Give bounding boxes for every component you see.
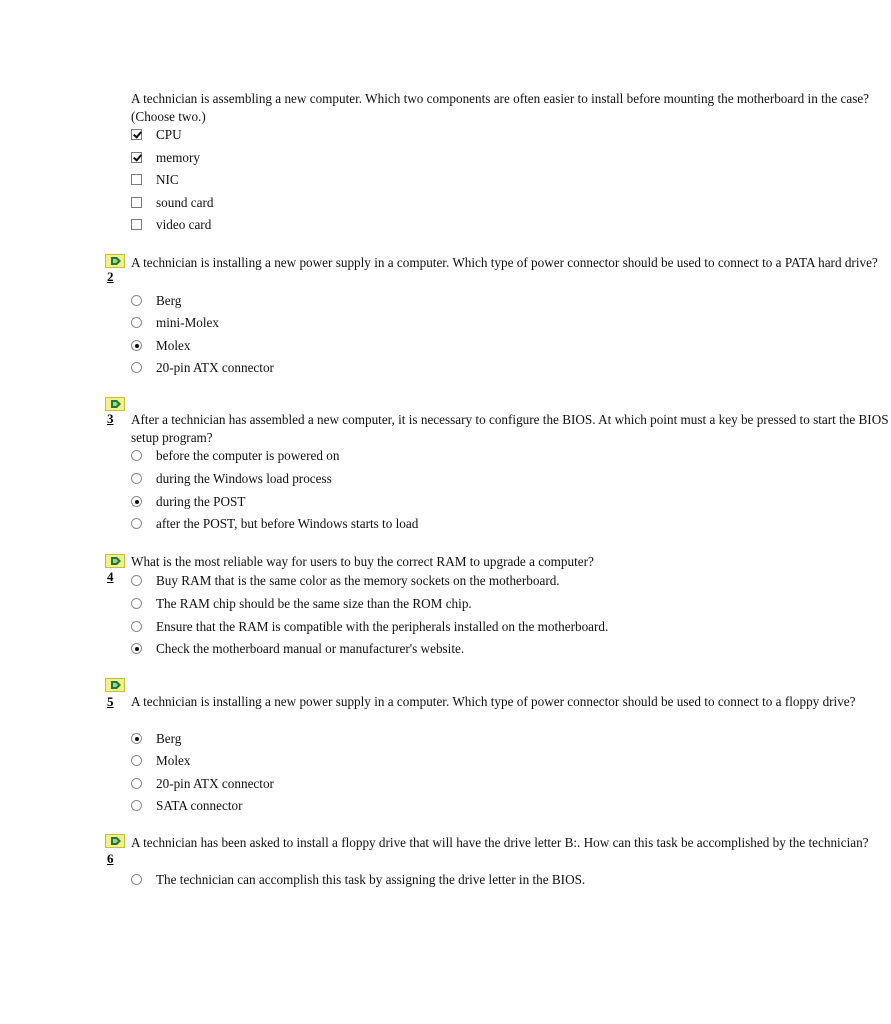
question-text: What is the most reliable way for users to buy the correct RAM to upgrade a computer? [131, 554, 594, 569]
question-number: 4 [107, 569, 114, 584]
answer-radio[interactable] [131, 778, 142, 789]
question-text: A technician has been asked to install a floppy drive that will have the drive letter B:. How can this task be accomplished by the technician? [131, 835, 869, 850]
answer-label: 20-pin ATX connector [156, 360, 274, 375]
answer-checkbox[interactable] [131, 174, 142, 185]
answer-label: Berg [156, 731, 182, 746]
answer-radio[interactable] [131, 874, 142, 885]
answer-label: memory [156, 150, 200, 165]
answer-radio[interactable] [131, 496, 142, 507]
green-arrow-icon[interactable] [105, 254, 125, 268]
answer-label: during the Windows load process [156, 471, 332, 486]
answer-radio[interactable] [131, 755, 142, 766]
green-arrow-icon[interactable] [105, 554, 125, 568]
answer-label: before the computer is powered on [156, 448, 340, 463]
answer-radio[interactable] [131, 317, 142, 328]
answer-label: Berg [156, 293, 182, 308]
question-number: 5 [107, 694, 114, 709]
answer-radio[interactable] [131, 643, 142, 654]
answer-radio[interactable] [131, 733, 142, 744]
answer-label: 20-pin ATX connector [156, 776, 274, 791]
answer-radio[interactable] [131, 340, 142, 351]
answer-radio[interactable] [131, 800, 142, 811]
question-number: 2 [107, 269, 114, 284]
answer-radio[interactable] [131, 621, 142, 632]
answer-checkbox[interactable] [131, 219, 142, 230]
answer-checkbox[interactable] [131, 129, 142, 140]
answer-label: SATA connector [156, 798, 243, 813]
answer-label: mini-Molex [156, 315, 220, 330]
answer-label: Buy RAM that is the same color as the memory sockets on the motherboard. [156, 573, 560, 588]
answer-radio[interactable] [131, 362, 142, 373]
question-text: A technician is installing a new power supply in a computer. Which type of power connector should be used to connect to a PATA hard drive? [131, 255, 878, 270]
answer-radio[interactable] [131, 473, 142, 484]
question-text: A technician is assembling a new computer. Which two components are often easier to install before mounting the motherboard in the case? (Choose two.) [131, 91, 870, 124]
answer-label: The technician can accomplish this task by assigning the drive letter in the BIOS. [156, 872, 586, 887]
answer-radio[interactable] [131, 575, 142, 586]
answer-radio[interactable] [131, 518, 142, 529]
answer-checkbox[interactable] [131, 152, 142, 163]
answer-label: during the POST [156, 494, 246, 509]
answer-label: Molex [156, 753, 191, 768]
question-number: 6 [107, 851, 114, 866]
answer-label: Molex [156, 338, 191, 353]
answer-label: Ensure that the RAM is compatible with the peripherals installed on the motherboard. [156, 619, 609, 634]
answer-checkbox[interactable] [131, 197, 142, 208]
green-arrow-icon[interactable] [105, 678, 125, 692]
answer-label: The RAM chip should be the same size than the ROM chip. [156, 596, 472, 611]
green-arrow-icon[interactable] [105, 834, 125, 848]
question-text: A technician is installing a new power supply in a computer. Which type of power connector should be used to connect to a floppy drive? [131, 694, 856, 709]
green-arrow-icon[interactable] [105, 397, 125, 411]
answer-label: after the POST, but before Windows starts to load [156, 516, 419, 531]
question-number: 3 [107, 411, 114, 426]
answer-radio[interactable] [131, 450, 142, 461]
answer-label: sound card [156, 195, 214, 210]
answer-radio[interactable] [131, 295, 142, 306]
answer-label: NIC [156, 172, 179, 187]
question-text: After a technician has assembled a new computer, it is necessary to configure the BIOS. At which point must a key be pressed to start the BIOS setup program? [131, 412, 889, 445]
answer-label: video card [156, 217, 212, 232]
answer-label: CPU [156, 127, 182, 142]
answer-label: Check the motherboard manual or manufacturer's website. [156, 641, 465, 656]
answer-radio[interactable] [131, 598, 142, 609]
